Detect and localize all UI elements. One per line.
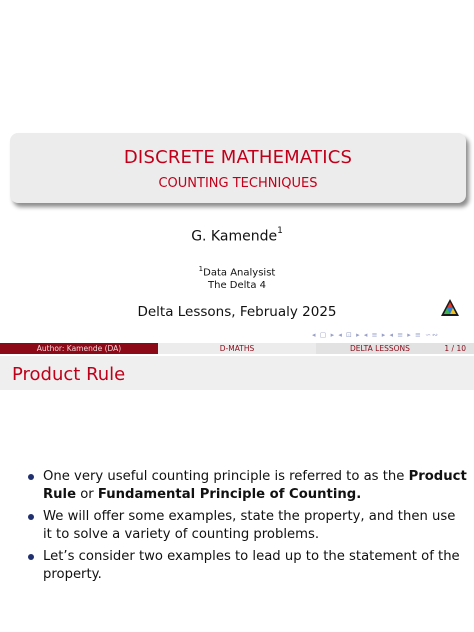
affiliation-line-2: The Delta 4 xyxy=(208,280,266,292)
bullet-bold-term: Product Rule xyxy=(43,469,467,502)
frame-header xyxy=(0,356,474,390)
author-name xyxy=(0,228,474,245)
bullet-icon xyxy=(28,554,34,560)
bullet-bold-term: Fundamental Principle of Counting. xyxy=(97,487,362,502)
footer-page-number: 1 / 10 xyxy=(444,344,466,353)
footer-institute-page xyxy=(316,343,474,354)
institution-logo-icon xyxy=(440,298,460,318)
bullet-icon xyxy=(28,474,34,480)
bullet-text: or xyxy=(76,487,98,502)
list-item xyxy=(28,468,468,504)
slide-footer xyxy=(0,343,474,354)
bullet-text: Let’s consider two examples to lead up to the statement of the property. xyxy=(43,549,460,582)
bullet-list xyxy=(28,468,468,588)
affiliation-role: Data Analysist xyxy=(203,267,276,279)
author-footnote-mark: 1 xyxy=(277,226,283,236)
footer-institute: DELTA LESSONS xyxy=(350,344,410,353)
bullet-text: We will offer some examples, state the property, and then use it to solve a variety of counting problems. xyxy=(43,509,456,542)
affiliation xyxy=(0,263,474,292)
presentation-title: DISCRETE MATHEMATICS xyxy=(123,147,353,168)
presentation-subtitle: COUNTING TECHNIQUES xyxy=(158,176,318,191)
title-box xyxy=(10,133,466,203)
frame-title: Product Rule xyxy=(12,364,126,385)
bullet-text: One very useful counting principle is referred to as the xyxy=(43,469,409,484)
bullet-icon xyxy=(28,514,34,520)
presentation-date: Delta Lessons, Februaly 2025 xyxy=(137,304,337,320)
author-text: G. Kamende xyxy=(191,228,278,245)
product-rule-slide xyxy=(0,356,474,632)
affiliation-line-1 xyxy=(0,263,474,279)
list-item xyxy=(28,508,468,544)
affiliation-footnote-mark: 1 xyxy=(198,265,204,273)
footer-short-title: D-MATHS xyxy=(158,343,316,354)
footer-author: Author: Kamende (DA) xyxy=(0,343,158,354)
list-item xyxy=(28,548,468,584)
beamer-navigation-symbols[interactable]: ◂ ▢ ▸ ◂ ⊡ ▸ ◂ ≡ ▸ ◂ ≡ ▸ ≡ ∽∾ xyxy=(312,331,439,339)
